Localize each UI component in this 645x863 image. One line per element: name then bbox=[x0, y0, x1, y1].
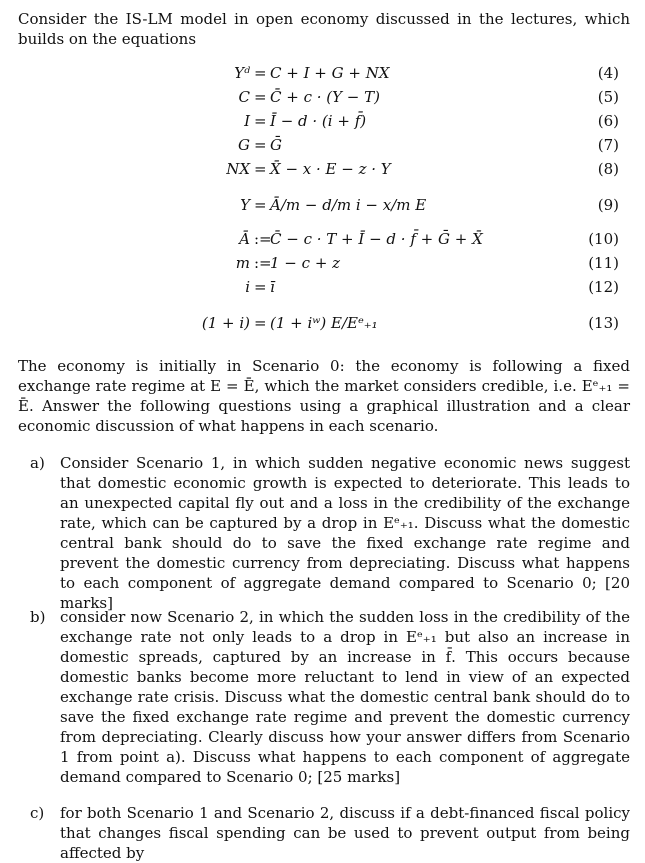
equation-lhs: I bbox=[244, 112, 250, 130]
equation-relation: = bbox=[254, 112, 267, 130]
equation-lhs: Yᵈ bbox=[234, 64, 250, 82]
question-label: b) bbox=[30, 608, 46, 626]
equation-lhs: C bbox=[238, 88, 250, 106]
equation-relation: := bbox=[254, 230, 272, 248]
equation-11 bbox=[0, 254, 645, 276]
equation-number: (13) bbox=[588, 314, 619, 332]
equation-relation: = bbox=[254, 196, 267, 214]
equation-5 bbox=[0, 88, 645, 110]
equation-4 bbox=[0, 64, 645, 86]
equation-rhs: X̄ − x · E − z · Y bbox=[270, 160, 391, 178]
equation-relation: = bbox=[254, 88, 267, 106]
intro-paragraph: Consider the IS-LM model in open economy discussed in the lectures, which builds on the equations bbox=[18, 10, 630, 48]
equation-relation: = bbox=[254, 314, 267, 332]
equation-rhs: Ī − d · (i + f̄) bbox=[270, 112, 367, 130]
equation-rhs: ī bbox=[270, 278, 275, 296]
equation-8 bbox=[0, 160, 645, 182]
equation-relation: = bbox=[254, 160, 267, 178]
question-label: c) bbox=[30, 804, 45, 822]
equation-6 bbox=[0, 112, 645, 134]
question-text: Consider Scenario 1, in which sudden negative economic news suggest that domestic economic growth is expected to deteriorate. This leads to an unexpected capital fly out and a loss in the credibility of the exchange rate, which can be captured by a drop in Eᵉ₊₁. Discuss what the domestic central bank should do to save the fixed exchange rate regime and prevent the domestic currency from depreciating. Discuss what happens to each component of aggregate demand compared to Scenario 0; [20 marks] bbox=[60, 454, 630, 612]
equation-lhs: G bbox=[238, 136, 250, 154]
question-text: consider now Scenario 2, in which the sudden loss in the credibility of the exchange rate not only leads to a drop in Eᵉ₊₁ but also an increase in domestic spreads, captured by an increase in f̄. This occurs because domestic banks become more reluctant to lend in view of an expected exchange rate crisis. Discuss what the domestic central bank should do to save the fixed exchange rate regime and prevent the domestic currency from depreciating. Clearly discuss how your answer differs from Scenario 1 from point a). Discuss what happens to each component of aggregate demand compared to Scenario 0; [25 marks] bbox=[60, 608, 630, 786]
equation-9 bbox=[0, 196, 645, 218]
equation-number: (5) bbox=[597, 88, 619, 106]
equation-rhs: C + I + G + NX bbox=[270, 64, 390, 82]
equation-number: (12) bbox=[588, 278, 619, 296]
equation-lhs: Ā bbox=[239, 230, 250, 248]
equation-lhs: i bbox=[245, 278, 250, 296]
equation-10 bbox=[0, 230, 645, 252]
equation-rhs: (1 + iʷ) E/Eᵉ₊₁ bbox=[270, 314, 378, 332]
equation-relation: = bbox=[254, 136, 267, 154]
equation-lhs: (1 + i) bbox=[201, 314, 250, 332]
equation-number: (6) bbox=[597, 112, 619, 130]
equation-rhs: C̄ + c · (Y − T) bbox=[270, 88, 381, 106]
equation-rhs: 1 − c + z bbox=[270, 254, 341, 272]
equation-number: (9) bbox=[597, 196, 619, 214]
equation-relation: = bbox=[254, 278, 267, 296]
equation-relation: := bbox=[254, 254, 272, 272]
equation-number: (10) bbox=[588, 230, 619, 248]
equation-rhs: Ḡ bbox=[270, 136, 282, 154]
equation-number: (4) bbox=[597, 64, 619, 82]
equation-lhs: m bbox=[235, 254, 250, 272]
equation-13 bbox=[0, 314, 645, 336]
question-text: for both Scenario 1 and Scenario 2, discuss if a debt-financed fiscal policy that changes fiscal spending can be used to prevent output from being affected by bbox=[60, 804, 630, 862]
equation-number: (8) bbox=[597, 160, 619, 178]
question-label: a) bbox=[30, 454, 45, 472]
equation-number: (7) bbox=[597, 136, 619, 154]
equation-rhs: Ā/m − d/m i − x/m E bbox=[270, 196, 427, 214]
scenario-0-paragraph: The economy is initially in Scenario 0: the economy is following a fixed exchange rate regime at E = Ē, which the market considers credible, i.e. Eᵉ₊₁ = Ē. Answer the following questions using a graphical illustration and a clear economic discussion of what happens in each scenario. bbox=[18, 357, 630, 435]
equation-rhs: C̄ − c · T + Ī − d · f̄ + Ḡ + X̄ bbox=[270, 230, 483, 248]
equation-number: (11) bbox=[588, 254, 619, 272]
equation-12 bbox=[0, 278, 645, 300]
equation-lhs: Y bbox=[240, 196, 250, 214]
equation-lhs: NX bbox=[226, 160, 250, 178]
equation-7 bbox=[0, 136, 645, 158]
equation-relation: = bbox=[254, 64, 267, 82]
